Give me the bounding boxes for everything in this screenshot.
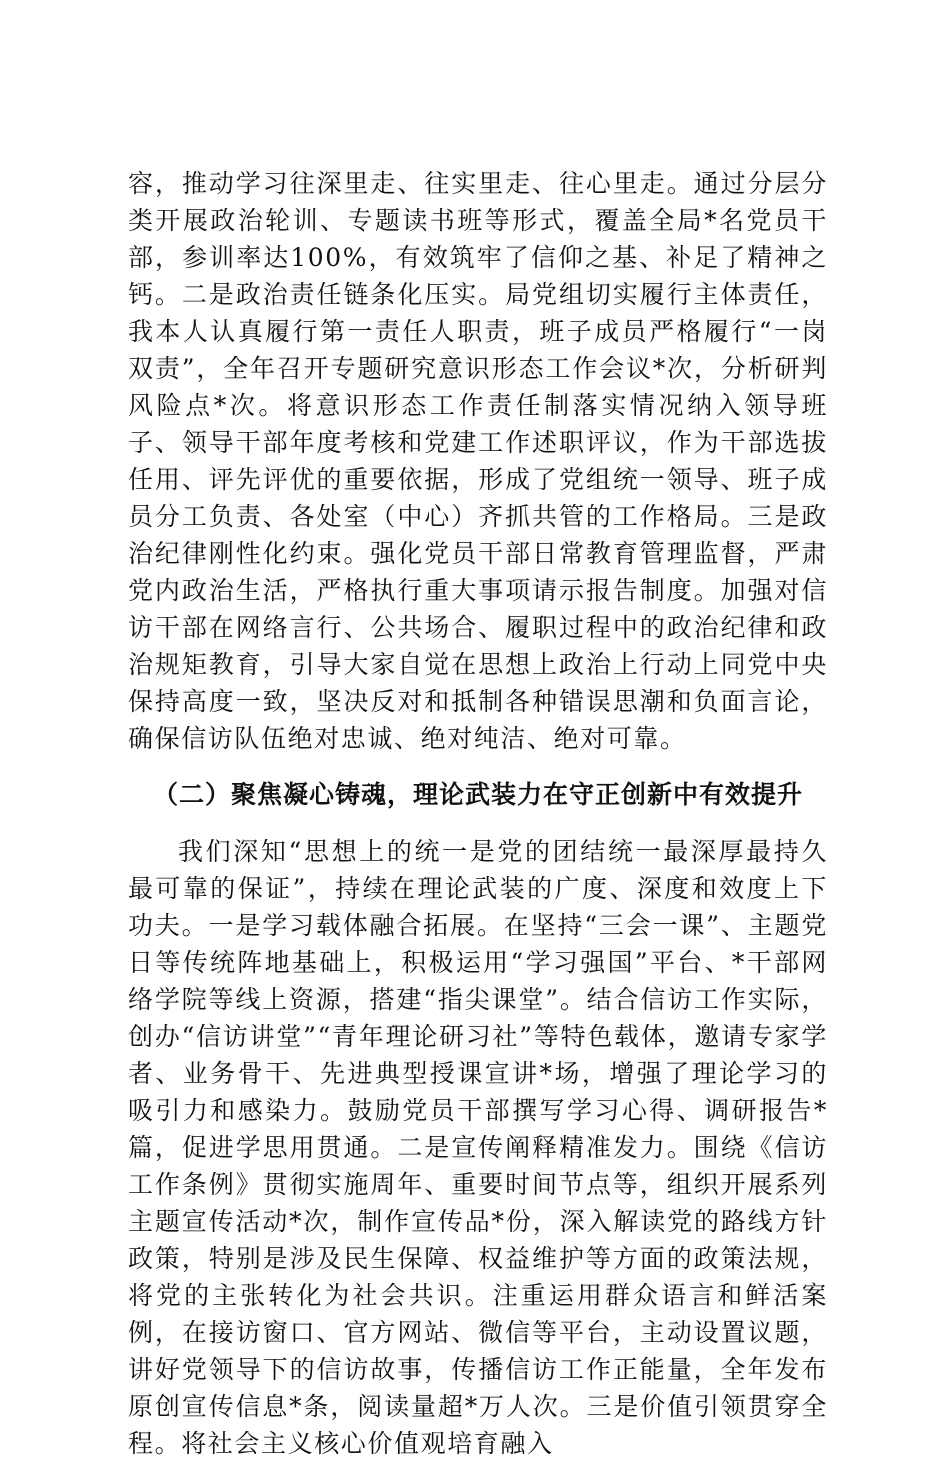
document-body bbox=[128, 165, 828, 1462]
body-paragraph-1: 容，推动学习往深里走、往实里走、往心里走。通过分层分类开展政治轮训、专题读书班等形式，覆盖全局*名党员干部，参训率达100%，有效筑牢了信仰之基、补足了精神之钙。二是政治责任链条化压实。局党组切实履行主体责任，我本人认真履行第一责任人职责，班子成员严格履行“一岗双责”，全年召开专题研究意识形态工作会议*次，分析研判风险点*次。将意识形态工作责任制落实情况纳入领导班子、领导干部年度考核和党建工作述职评议，作为干部选拔任用、评先评优的重要依据，形成了党组统一领导、班子成员分工负责、各处室（中心）齐抓共管的工作格局。三是政治纪律刚性化约束。强化党员干部日常教育管理监督，严肃党内政治生活，严格执行重大事项请示报告制度。加强对信访干部在网络言行、公共场合、履职过程中的政治纪律和政治规矩教育，引导大家自觉在思想上政治上行动上同党中央保持高度一致，坚决反对和抵制各种错误思潮和负面言论，确保信访队伍绝对忠诚、绝对纯洁、绝对可靠。 bbox=[128, 169, 828, 753]
section-heading: （二）聚焦凝心铸魂，理论武装力在守正创新中有效提升 bbox=[152, 780, 803, 809]
body-paragraph-2: 我们深知“思想上的统一是党的团结统一最深厚最持久最可靠的保证”，持续在理论武装的广度、深度和效度上下功夫。一是学习载体融合拓展。在坚持“三会一课”、主题党日等传统阵地基础上，积极运用“学习强国”平台、*干部网络学院等线上资源，搭建“指尖课堂”。结合信访工作实际，创办“信访讲堂”“青年理论研习社”等特色载体，邀请专家学者、业务骨干、先进典型授课宣讲*场，增强了理论学习的吸引力和感染力。鼓励党员干部撰写学习心得、调研报告*篇，促进学思用贯通。二是宣传阐释精准发力。围绕《信访工作条例》贯彻实施周年、重要时间节点等，组织开展系列主题宣传活动*次，制作宣传品*份，深入解读党的路线方针政策，特别是涉及民生保障、权益维护等方面的政策法规，将党的主张转化为社会共识。注重运用群众语言和鲜活案例，在接访窗口、官方网站、微信等平台，主动设置议题，讲好党领导下的信访故事，传播信访工作正能量，全年发布原创宣传信息*条，阅读量超*万人次。三是价值引领贯穿全程。将社会主义核心价值观培育融入 bbox=[128, 837, 828, 1458]
